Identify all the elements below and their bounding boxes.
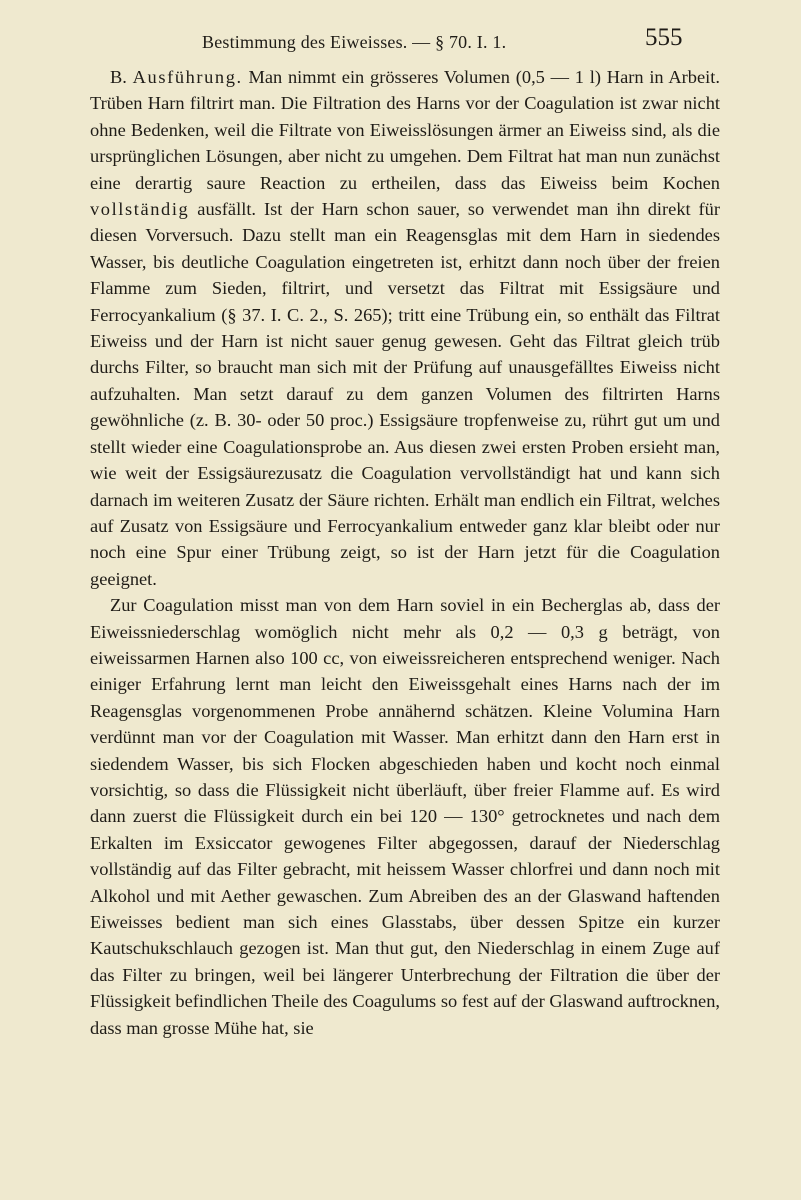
page-header	[0, 22, 801, 56]
paragraph-procedure	[90, 64, 720, 592]
running-head: Bestimmung des Eiweisses. — § 70. I. 1.	[202, 32, 507, 52]
body-text	[90, 64, 720, 1041]
paragraph-text-part-2: ausfällt. Ist der Harn schon sauer, so verwendet man ihn direkt für diesen Vorversuch. Dazu stellt man ein Reagensglas mit dem Harn in siedendes Wasser, bis deutliche Coagulation eingetreten ist, erhitzt dann noch über der freien Flamme zum Sieden, filtrirt, und versetzt das Filtrat mit Essigsäure und Ferrocyankalium (§ 37. I. C. 2., S. 265); tritt eine Trübung ein, so enthält das Filtrat Eiweiss und der Harn ist nicht sauer genug gewesen. Geht das Filtrat gleich trüb durchs Filter, so braucht man sich mit der Prüfung auf unausgefälltes Eiweiss nicht aufzuhalten. Man setzt darauf zu dem ganzen Volumen des filtrirten Harns gewöhnliche (z. B. 30- oder 50 proc.) Essigsäure tropfenweise zu, rührt gut um und stellt wieder eine Coagulationsprobe an. Aus diesen zwei ersten Proben ersieht man, wie weit der Essigsäurezusatz die Coagulation vervollständigt hat und kann sich darnach im weiteren Zusatz der Säure richten. Erhält man endlich ein Filtrat, welches auf Zusatz von Essigsäure und Ferrocyankalium entweder ganz klar bleibt oder nur noch eine Spur einer Trübung zeigt, so ist der Harn jetzt für die Coagulation geeignet.	[90, 199, 720, 589]
section-label: B.	[110, 67, 127, 87]
paragraph-text-part-1: Man nimmt ein grösseres Volumen (0,5 — 1 l) Harn in Arbeit. Trüben Harn filtrirt man. Die Filtration des Harns vor der Coagulation ist zwar nicht ohne Bedenken, weil die Filtrate von Eiweisslösungen ärmer an Eiweiss sind, als die ursprünglichen Lösungen, aber nicht zu umgehen. Dem Filtrat hat man nun zunächst eine derartig saure Reaction zu ertheilen, dass das Eiweiss beim Kochen	[90, 67, 720, 193]
page-number: 555	[645, 24, 683, 51]
paragraph-coagulation: Zur Coagulation misst man von dem Harn soviel in ein Becherglas ab, dass der Eiweissniederschlag womöglich nicht mehr als 0,2 — 0,3 g beträgt, von eiweissarmen Harnen also 100 cc, von eiweissreicheren entsprechend weniger. Nach einiger Erfahrung lernt man leicht den Eiweissgehalt eines Harns nach der im Reagensglas vorgenommenen Probe annähernd schätzen. Kleine Volumina Harn verdünnt man vor der Coagulation mit Wasser. Man erhitzt dann den Harn erst in siedendem Wasser, bis sich Flocken abgeschieden haben und kocht noch einmal vorsichtig, so dass die Flüssigkeit nicht überläuft, über freier Flamme auf. Es wird dann zuerst die Flüssigkeit durch ein bei 120 — 130° getrocknetes und nach dem Erkalten im Exsiccator gewogenes Filter abgegossen, darauf der Niederschlag vollständig auf das Filter gebracht, mit heissem Wasser chlorfrei und dann noch mit Alkohol und mit Aether gewaschen. Zum Abreiben des an der Glaswand haftenden Eiweisses bedient man sich eines Glasstabs, über dessen Spitze ein kurzer Kautschukschlauch gezogen ist. Man thut gut, den Niederschlag in einem Zuge auf das Filter zu bringen, weil bei längerer Unterbrechung der Filtration die über der Flüssigkeit befindlichen Theile des Coagulums so fest auf der Glaswand auftrocknen, dass man grosse Mühe hat, sie	[90, 595, 720, 1038]
section-lead-in: Ausführung.	[132, 67, 243, 87]
emphasized-word: vollständig	[90, 199, 190, 220]
